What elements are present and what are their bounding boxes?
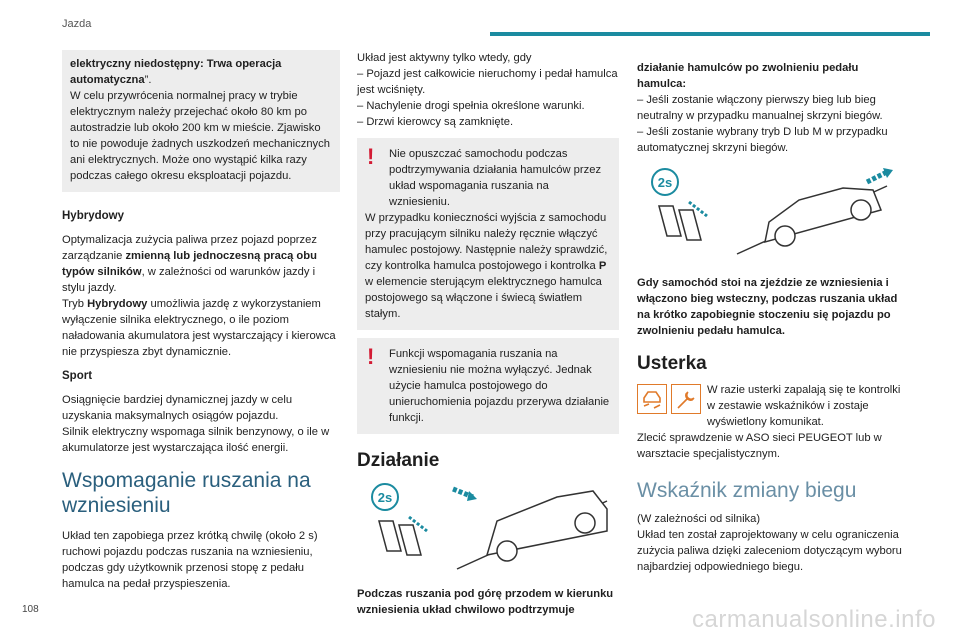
column-1 (62, 50, 340, 592)
service-warning-icon (671, 384, 701, 414)
fault-icons (637, 384, 701, 414)
watermark: carmanualsonline.info (692, 606, 936, 633)
hill-start-reverse-illustration (637, 166, 909, 263)
sport-paragraph-1: Osiągnięcie bardziej dynamicznej jazdy w celu uzyskania maksymalnych osiągów pojazdu. (62, 394, 293, 422)
hybrid-paragraph-1: Optymalizacja zużycia paliwa przez pojazd poprzez zarządzanie zmienną lub jednoczesną pracą obu typów silników, w zależności od warunków jazdy i stylu jazdy. (62, 234, 317, 294)
warning-1-text-2: W przypadku konieczności wyjścia z samochodu przy pracującym silniku należy ręcznie włączyć hamulec postojowy. Następnie należy sprawdzić, czy kontrolka hamulca postojowego i kontrolka P w elemencie sterującym elektrycznego hamulca postojowego są włączone i świecą światłem stałym. (365, 212, 608, 320)
info-box-text (70, 56, 332, 184)
hybrid-paragraph-2: Tryb Hybrydowy umożliwia jazdę z wykorzystaniem wyłączenie silnika elektrycznego, o ile poziom naładowania akumulatora jest wystarczający i kierowca nie przyspiesza zbyt dynamicznie. (62, 298, 336, 358)
hybrid-title: Hybrydowy (62, 210, 124, 222)
warning-box-1 (357, 138, 619, 330)
warning-icon: ! (367, 144, 375, 169)
operation-title: Działanie (357, 450, 440, 471)
svg-text:2s: 2s (657, 175, 673, 190)
info-box (62, 50, 340, 192)
fault-block (637, 382, 909, 462)
condition-item-2: – Nachylenie drogi spełnia określone warunki. (357, 100, 585, 112)
info-box-body: W celu przywrócenia normalnej pracy w trybie elektrycznym należy przejechać około 80 km po autostradzie lub około 200 km w mieście. Zjawisko to nie powoduje żadnych uszkodzeń mechanicznych ani elektrycznych. Może ono wystąpić kilka razy podczas całego okresu eksploatacji pojazdu. (70, 90, 330, 182)
sport-title: Sport (62, 370, 93, 382)
info-box-bold: elektryczny niedostępny: Trwa operacja automatyczna (70, 58, 282, 86)
active-intro: Układ jest aktywny tylko wtedy, gdy (357, 52, 532, 64)
brake-item-1: – Jeśli zostanie włączony pierwszy bieg lub bieg neutralny w przypadku manualnej skrzyni biegów. (637, 94, 883, 122)
fault-text-1: W razie usterki zapalają się te kontrolki w zestawie wskaźników i zostaje wyświetlony komunikat. (707, 384, 901, 428)
warning-icon: ! (367, 344, 375, 369)
warning-box-2 (357, 338, 619, 434)
hill-start-uphill-illustration (357, 481, 619, 578)
page-number: 108 (22, 604, 39, 615)
condition-item-1: – Pojazd jest całkowicie nieruchomy i pedał hamulca jest wciśnięty. (357, 68, 618, 96)
sport-paragraph-2: Silnik elektryczny wspomaga silnik benzynowy, o ile w akumulatorze jest wystarczająca ilość energii. (62, 426, 330, 454)
hill-start-paragraph: Układ ten zapobiega przez krótką chwilę (około 2 s) ruchowi pojazdu podczas ruszania na wzniesieniu, podczas gdy użytkownik przenosi stopę z pedału hamulca na pedał przyspieszenia. (62, 530, 318, 590)
gear-paragraph-2: Układ ten został zaprojektowany w celu ograniczenia zużycia paliwa dzięki zaleceniom dotyczącym wyboru najbardziej odpowiedniego biegu. (637, 529, 902, 573)
gear-indicator-title: Wskaźnik zmiany biegu (637, 479, 857, 502)
svg-text:2s: 2s (377, 490, 393, 505)
operation-caption: Podczas ruszania pod górę przodem w kierunku wzniesienia układ chwilowo podtrzymuje (357, 588, 614, 616)
fault-title: Usterka (637, 353, 707, 374)
hill-start-title: Wspomaganie ruszania na wzniesieniu (62, 469, 311, 517)
condition-item-3: – Drzwi kierowcy są zamknięte. (357, 116, 514, 128)
brake-caption: działanie hamulców po zwolnieniu pedału hamulca: (637, 62, 859, 90)
gear-paragraph-1: (W zależności od silnika) (637, 513, 761, 525)
header-title: Jazda (62, 18, 92, 30)
warning-2-text: Funkcji wspomagania ruszania na wzniesieniu nie można wyłączyć. Jednak użycie hamulca postojowego do unieruchomienia pojazdu przerywa działanie funkcji. (389, 348, 610, 424)
column-2 (357, 50, 619, 618)
reverse-caption: Gdy samochód stoi na zjeździe ze wzniesienia i włączono bieg wsteczny, podczas ruszania układ na krótko zapobiegnie stoczeniu się pojazdu po zwolnieniu pedału hamulca. (637, 277, 898, 337)
warning-1-text-1: Nie opuszczać samochodu podczas podtrzymywania działania hamulców przez układ wspomagania ruszania na wzniesieniu. (389, 148, 602, 208)
fault-text-2: Zlecić sprawdzenie w ASO sieci PEUGEOT lub w warsztacie specjalistycznym. (637, 432, 882, 460)
column-3 (637, 50, 909, 575)
hill-assist-warning-icon (637, 384, 667, 414)
header-accent-bar (490, 32, 930, 36)
brake-item-2: – Jeśli zostanie wybrany tryb D lub M w przypadku automatycznej skrzyni biegów. (637, 126, 888, 154)
info-box-quote: ”. (144, 74, 152, 86)
